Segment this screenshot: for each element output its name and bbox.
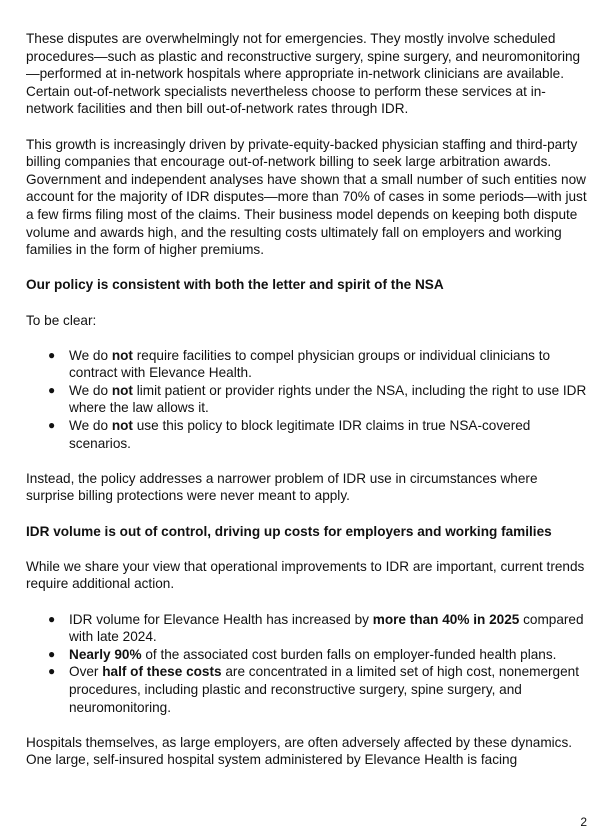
paragraph-private-equity: This growth is increasingly driven by private-equity-backed physician staffing and third-party billing companies that encourage out-of-network billing to seek large arbitration awards. Government and independent analyses have shown that a small number of such entities now account for the majority of IDR disputes—more than 70% of cases in some periods—with just a few firms filing most of the claims. Their business model depends on keeping both dispute volume and awards high, and the resulting costs ultimately fall on employers and working families in the form of higher premiums. bbox=[26, 136, 587, 258]
paragraph-emergencies: These disputes are overwhelmingly not for emergencies. They mostly involve scheduled procedures—such as plastic and reconstructive surgery, spine surgery, and neuromonitoring—performed at in-network hospitals where appropriate in-network clinicians are available. Certain out-of-network specialists nevertheless choose to perform these services at in-network facilities and then bill out-of-network rates through IDR. bbox=[26, 31, 581, 117]
policy-bullet-list bbox=[26, 347, 588, 453]
section-heading-policy: Our policy is consistent with both the letter and spirit of the NSA bbox=[26, 277, 444, 293]
bullet-icon: ● bbox=[48, 646, 56, 661]
list-item: ● We do not require facilities to compel physician groups or individual clinicians to contract with Elevance Health. bbox=[48, 347, 551, 381]
section-heading-idr-volume: IDR volume is out of control, driving up costs for employers and working families bbox=[26, 523, 552, 539]
list-item: ● Over half of these costs are concentrated in a limited set of high cost, nonemergent procedures, including plastic and reconstructive surgery, spine surgery, and neuromonitoring. bbox=[48, 664, 580, 715]
bullet-icon: ● bbox=[48, 611, 56, 626]
paragraph-to-be-clear: To be clear: bbox=[26, 312, 97, 328]
list-item: ● Nearly 90% of the associated cost burden falls on employer-funded health plans. bbox=[48, 646, 557, 662]
list-item: ● We do not use this policy to block legitimate IDR claims in true NSA-covered scenarios. bbox=[48, 418, 531, 451]
page-number: 2 bbox=[580, 815, 587, 829]
paragraph-operational-improvements: While we share your view that operational improvements to IDR are important, current trends require additional action. bbox=[26, 558, 585, 592]
bullet-icon: ● bbox=[48, 664, 56, 679]
paragraph-narrower-problem: Instead, the policy addresses a narrower problem of IDR use in circumstances where surprise billing protections were never meant to apply. bbox=[26, 470, 538, 504]
document-page bbox=[26, 30, 588, 769]
list-item: ● IDR volume for Elevance Health has increased by more than 40% in 2025 compared with late 2024. bbox=[48, 611, 584, 645]
bullet-icon: ● bbox=[48, 382, 56, 397]
idr-stats-bullet-list bbox=[26, 611, 588, 717]
bullet-icon: ● bbox=[48, 347, 56, 362]
paragraph-hospitals: Hospitals themselves, as large employers, are often adversely affected by these dynamics. One large, self-insured hospital system administered by Elevance Health is facing bbox=[26, 734, 573, 768]
list-item: ● We do not limit patient or provider rights under the NSA, including the right to use IDR where the law allows it. bbox=[48, 382, 587, 416]
bullet-icon: ● bbox=[48, 418, 56, 433]
